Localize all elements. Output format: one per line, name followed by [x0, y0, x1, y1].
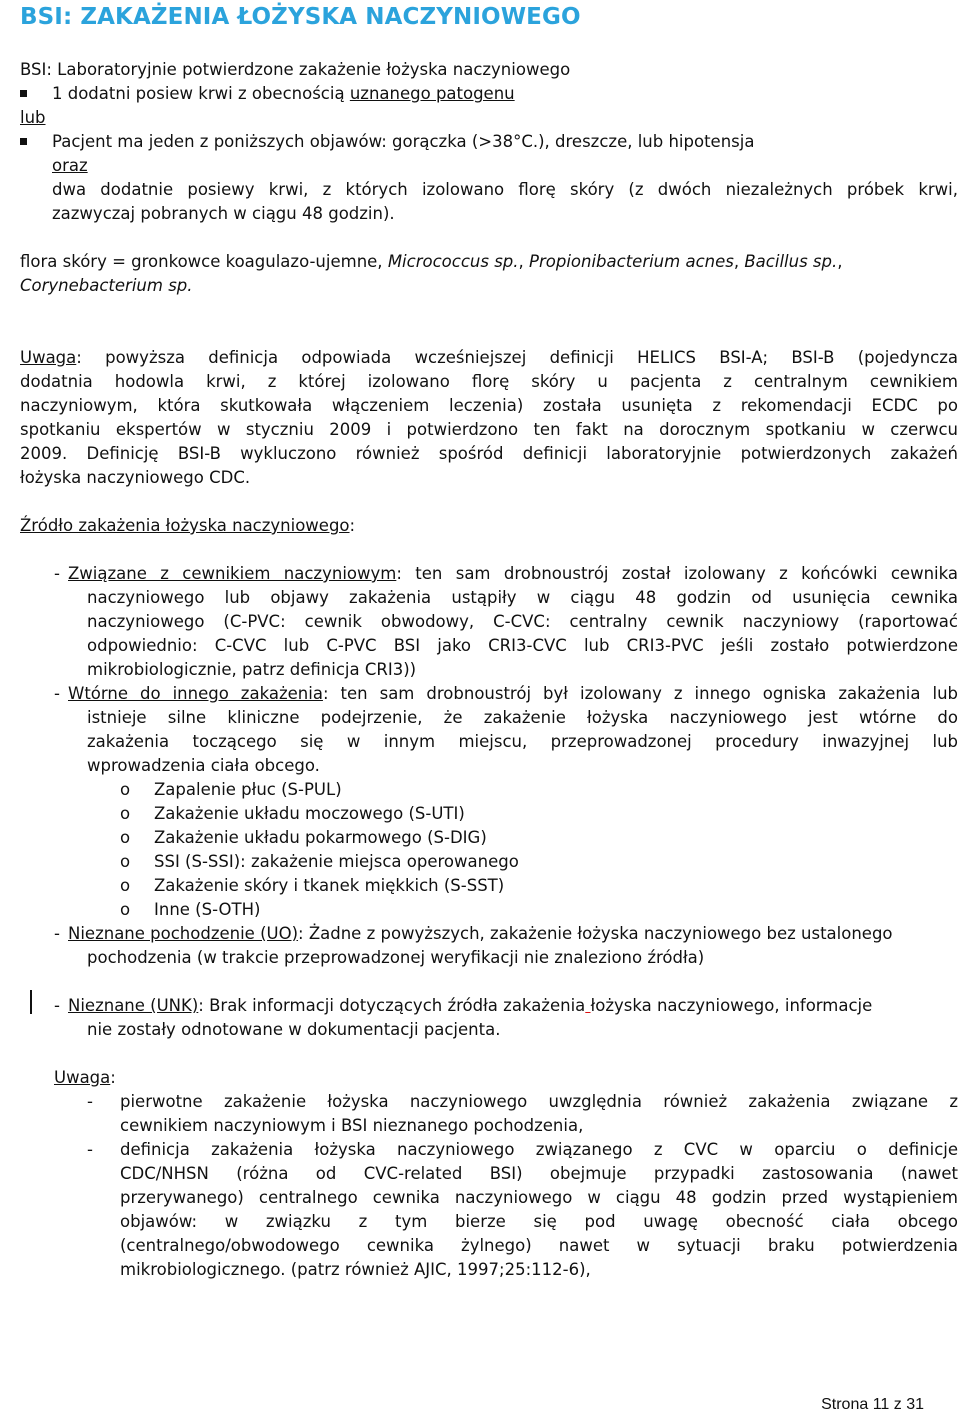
and-connector: oraz: [52, 156, 88, 175]
list-bullet: o: [120, 876, 131, 895]
list-bullet: o: [120, 852, 131, 871]
cvc-label: Związane z cewnikiem naczyniowym: [68, 564, 397, 583]
note-2-point-2-line-1: definicja zakażenia łożyska naczyniowego związanego z CVC w oparciu o definicje: [120, 1140, 958, 1159]
definition-heading: BSI: Laboratoryjnie potwierdzone zakażenie łożyska naczyniowego: [20, 60, 571, 79]
criterion-2: Pacjent ma jeden z poniższych objawów: gorączka (>38°C.), dreszcze, lub hipotensja: [52, 132, 755, 151]
uo-line-2: pochodzenia (w trakcie przeprowadzonej weryfikacji nie znaleziono źródła): [87, 948, 705, 967]
cvc-line-4: odpowiednio: C-CVC lub C-PVC BSI jako CRI3-CVC lub CRI3-PVC jeśli zostało potwierdzone: [87, 636, 958, 655]
note-1-line-5: 2009. Definicję BSI-B wykluczono również spośród definicji laboratoryjnie potwierdzonych zakażeń: [20, 444, 958, 463]
source-heading: [20, 514, 355, 538]
criterion-1-text: 1 dodatni posiew krwi z obecnością: [52, 84, 350, 103]
note-2-point-2-line-6: mikrobiologicznego. (patrz również AJIC, 1997;25:112-6),: [120, 1260, 591, 1279]
cvc-line-2: naczyniowego lub objawy zakażenia ustąpiły w ciągu 48 godzin od usunięcia cewnika: [87, 588, 958, 607]
recognized-pathogen-link[interactable]: uznanego patogenu: [349, 84, 515, 103]
unk-dash: -: [54, 996, 60, 1015]
separator: ,: [733, 252, 745, 271]
list-bullet: o: [120, 780, 131, 799]
criterion-1: [52, 82, 515, 106]
note-2-point-2-line-3: przerywanego) centralnego cewnika naczyniowego w ciągu 48 godzin przed wystąpieniem: [120, 1188, 958, 1207]
bullet-square-icon: [20, 138, 27, 145]
note-1-line-1: [20, 346, 958, 370]
skin-flora-text: flora skóry = gronkowce koagulazo-ujemne,: [20, 252, 388, 271]
note-2-point-2-line-4: objawów: w związku z tym bierze się pod uwagę obecność ciała obcego: [120, 1212, 958, 1231]
colon: :: [110, 1068, 116, 1087]
uo-text: : Żadne z powyższych, zakażenie łożyska naczyniowego bez ustalonego: [298, 924, 893, 943]
cvc-dash: -: [54, 564, 60, 583]
note-2-heading: [54, 1066, 116, 1090]
secondary-item: Zapalenie płuc (S-PUL): [154, 780, 342, 799]
change-bar: [30, 990, 32, 1014]
cvc-line-1: [68, 562, 958, 586]
secondary-item: Inne (S-OTH): [154, 900, 261, 919]
or-connector: lub: [20, 108, 46, 127]
secondary-text: : ten sam drobnoustrój był izolowany z innego ogniska zakażenia lub: [322, 684, 959, 703]
note-1-line-2: dodatnia hodowla krwi, z której izolowano florę skóry u pacjenta z centralnym cewnikiem: [20, 372, 958, 391]
criterion-2-line-2: zazwyczaj pobranych w ciągu 48 godzin).: [52, 204, 395, 223]
secondary-line-3: zakażenia toczącego się w innym miejscu, przeprowadzonej procedury inwazyjnej lub: [87, 732, 958, 751]
unk-label: Nieznane (UNK): [68, 996, 199, 1015]
secondary-item: Zakażenie skóry i tkanek miękkich (S-SST): [154, 876, 505, 895]
cvc-line-5: mikrobiologicznie, patrz definicja CRI3)): [87, 660, 417, 679]
uo-label: Nieznane pochodzenie (UO): [68, 924, 299, 943]
separator: ,: [518, 252, 530, 271]
note-text: : powyższa definicja odpowiada wcześniejszej definicji HELICS BSI-A; BSI-B (pojedyncza: [76, 348, 958, 367]
note-1-line-4: spotkaniu ekspertów w styczniu 2009 i potwierdzono ten fakt na dorocznym spotkaniu w czerwcu: [20, 420, 958, 439]
unk-line-2: nie zostały odnotowane w dokumentacji pacjenta.: [87, 1020, 501, 1039]
secondary-item: SSI (S-SSI): zakażenie miejsca operowanego: [154, 852, 519, 871]
note-1-line-6: łożyska naczyniowego CDC.: [20, 468, 251, 487]
organism-name: Micrococcus sp.: [387, 252, 519, 271]
uo-line-1: [68, 922, 893, 946]
note-2-point-1-line-1: pierwotne zakażenie łożyska naczyniowego uwzględnia również zakażenia związane z: [120, 1092, 958, 1111]
note-2-dash: -: [87, 1140, 93, 1159]
note-2-point-1-line-2: cewnikiem naczyniowym i BSI nieznanego pochodzenia,: [120, 1116, 584, 1135]
bullet-square-icon: [20, 90, 27, 97]
organism-name: Propionibacterium acnes: [529, 252, 734, 271]
uo-dash: -: [54, 924, 60, 943]
cvc-line-3: naczyniowego (C-PVC: cewnik obwodowy, C-CVC: centralny cewnik naczyniowy (raportować: [87, 612, 958, 631]
list-bullet: o: [120, 900, 131, 919]
organism-name: Bacillus sp.: [744, 252, 838, 271]
page-title: BSI: ZAKAŻENIA ŁOŻYSKA NACZYNIOWEGO: [20, 4, 581, 30]
secondary-line-4: wprowadzenia ciała obcego.: [87, 756, 320, 775]
secondary-label: Wtórne do innego zakażenia: [68, 684, 323, 703]
secondary-item: Zakażenie układu pokarmowego (S-DIG): [154, 828, 487, 847]
list-bullet: o: [120, 828, 131, 847]
note-1-line-3: naczyniowym, która skutkowała włączeniem leczenia) została usunięta z rekomendacji ECDC po: [20, 396, 958, 415]
note-label: Uwaga: [54, 1068, 111, 1087]
note-2-point-2-line-5: (centralnego/obwodowego cewnika żylnego) nawet w sytuacji braku potwierdzenia: [120, 1236, 958, 1255]
secondary-line-2: istnieje silne kliniczne podejrzenie, że zakażenie łożyska naczyniowego jest wtórne do: [87, 708, 958, 727]
list-bullet: o: [120, 804, 131, 823]
source-heading-text: Źródło zakażenia łożyska naczyniowego: [20, 516, 350, 535]
separator: ,: [837, 252, 843, 271]
secondary-dash: -: [54, 684, 60, 703]
secondary-line-1: [68, 682, 958, 706]
note-label: Uwaga: [20, 348, 77, 367]
colon: :: [349, 516, 356, 535]
cvc-text: : ten sam drobnoustrój został izolowany z końcówki cewnika: [396, 564, 958, 583]
skin-flora-line-1: [20, 250, 842, 274]
note-2-point-2-line-2: CDC/NHSN (różna od CVC-related BSI) obejmuje przypadki zastosowania (nawet: [120, 1164, 958, 1183]
unk-text: : Brak informacji dotyczących źródła zakażenia: [198, 996, 586, 1015]
secondary-item: Zakażenie układu moczowego (S-UTI): [154, 804, 465, 823]
unk-text: łożyska naczyniowego, informacje: [590, 996, 873, 1015]
page-number: Strona 11 z 31: [821, 1396, 924, 1413]
unk-line-1: [68, 994, 872, 1018]
note-2-dash: -: [87, 1092, 93, 1111]
criterion-2-line-1: dwa dodatnie posiewy krwi, z których izolowano florę skóry (z dwóch niezależnych próbek krwi,: [52, 180, 958, 199]
organism-name: Corynebacterium sp.: [20, 276, 193, 295]
